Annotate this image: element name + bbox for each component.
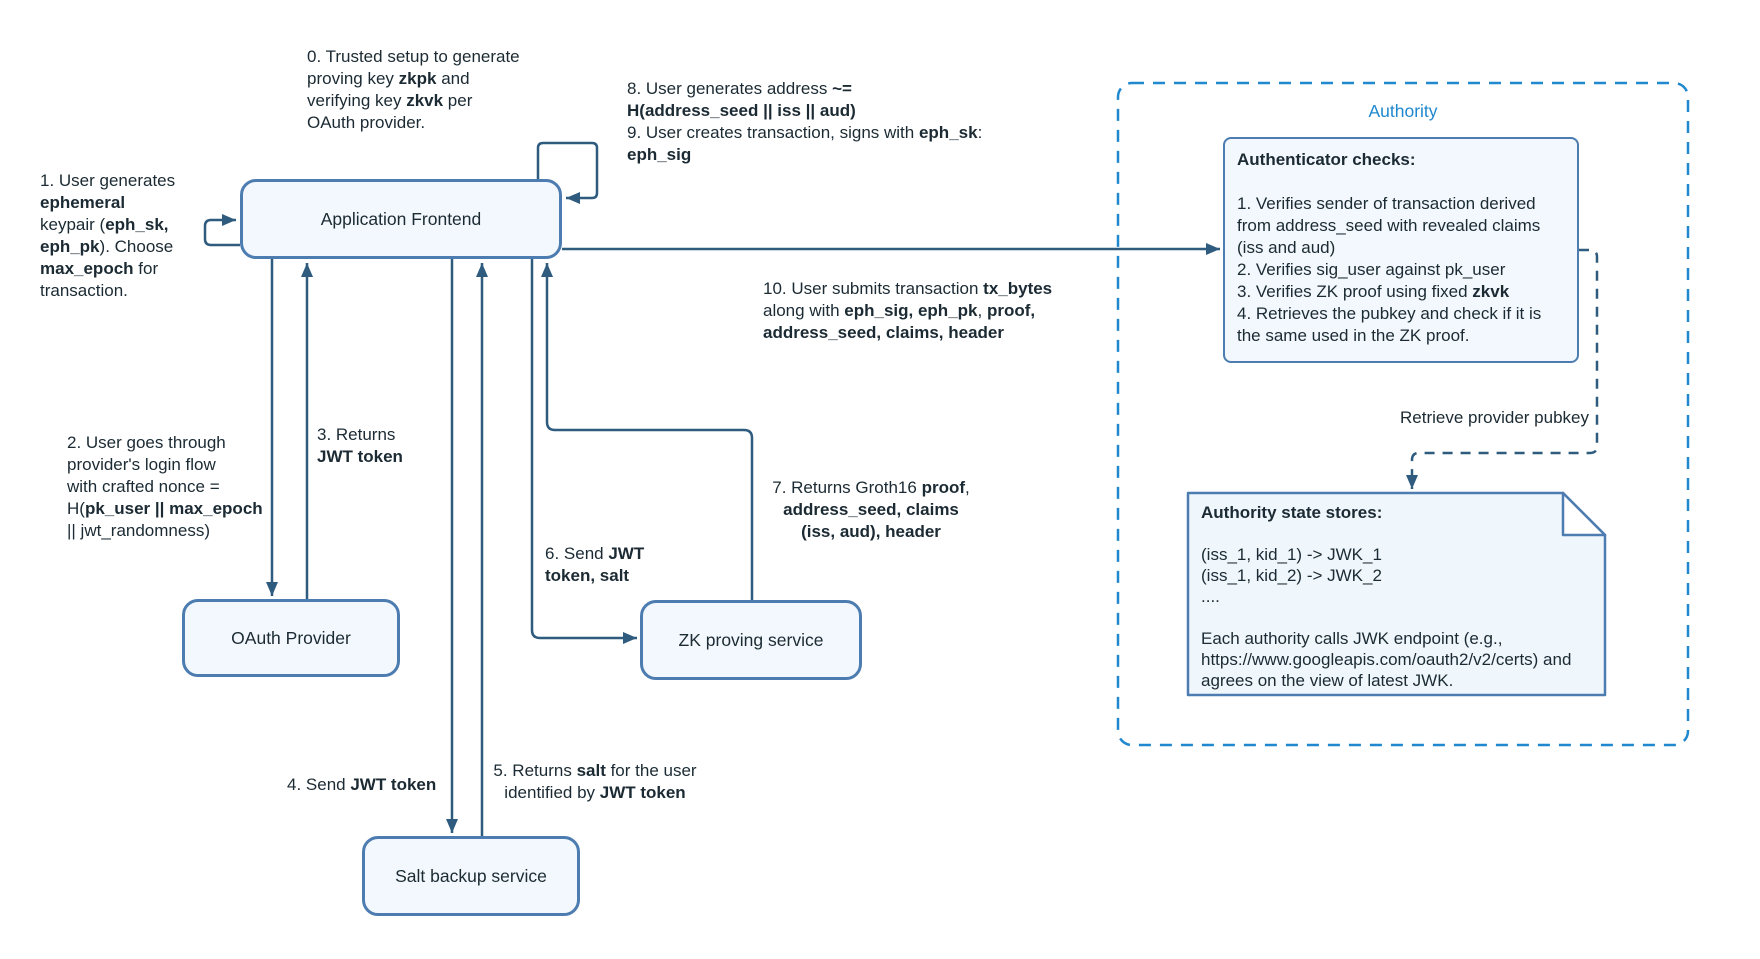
- node-oauth-provider: [182, 599, 400, 677]
- node-salt-backup-service: [362, 836, 580, 916]
- authenticator-checks-title: Authenticator checks:: [1237, 150, 1416, 169]
- node-zk-proving-service-label: ZK proving service: [678, 630, 824, 650]
- retrieve-provider-pubkey-label: Retrieve provider pubkey: [1400, 408, 1589, 427]
- annotation-step4-send-jwt: 4. Send JWT token: [287, 775, 437, 794]
- node-application-frontend-label: Application Frontend: [320, 209, 482, 229]
- annotation-step0-trusted-setup: 0. Trusted setup to generate proving key zkpk and verifying key zkvk per OAuth provider.: [307, 47, 520, 132]
- annotation-step2-login-flow: 2. User goes through provider's login flow with crafted nonce = H(pk_user || max_epoch || jwt_randomness): [67, 433, 263, 540]
- annotation-step1-ephemeral-keypair: 1. User generates ephemeral keypair (eph_sk, eph_pk). Choose max_epoch for transaction.: [40, 171, 176, 300]
- node-salt-backup-service-label: Salt backup service: [395, 866, 547, 886]
- annotation-step10-submit-transaction: 10. User submits transaction tx_bytes along with eph_sig, eph_pk, proof, address_seed, claims, header: [763, 279, 1053, 342]
- authority-state-stores-title: Authority state stores:: [1201, 503, 1383, 522]
- annotation-step3-returns-jwt: 3. Returns JWT token: [317, 425, 403, 466]
- annotation-step6-send-jwt-salt: 6. Send JWT token, salt: [545, 544, 645, 585]
- node-oauth-provider-label: OAuth Provider: [231, 628, 351, 648]
- authority-state-stores-text: [1201, 502, 1601, 691]
- authenticator-checks-panel: [1223, 137, 1579, 363]
- annotation-step8-9-address-sign: 8. User generates address ~= H(address_seed || iss || aud) 9. User creates transaction, signs with eph_sk: eph_sig: [627, 79, 983, 164]
- authority-state-stores-body: (iss_1, kid_1) -> JWK_1 (iss_1, kid_2) -> JWK_2 .... Each authority calls JWK endpoint (e.g., https://www.googleapis.com/oauth2/v2/certs) and agrees on the view of latest JWK.: [1201, 545, 1572, 690]
- node-application-frontend: [240, 179, 562, 259]
- node-zk-proving-service: [640, 600, 862, 680]
- annotation-step7-returns-proof: 7. Returns Groth16 proof, address_seed, claims (iss, aud), header: [772, 478, 970, 541]
- authority-container-label: Authority: [1368, 101, 1438, 121]
- annotation-step5-returns-salt: 5. Returns salt for the user identified by JWT token: [493, 761, 697, 802]
- arrow-self-loop-keygen: [205, 220, 240, 245]
- authenticator-checks-body: 1. Verifies sender of transaction derived from address_seed with revealed claims (iss and aud) 2. Verifies sig_user against pk_user 3. Verifies ZK proof using fixed zkvk 4. Retrieves the pubkey and check if it is the same used in the ZK proof.: [1237, 194, 1542, 345]
